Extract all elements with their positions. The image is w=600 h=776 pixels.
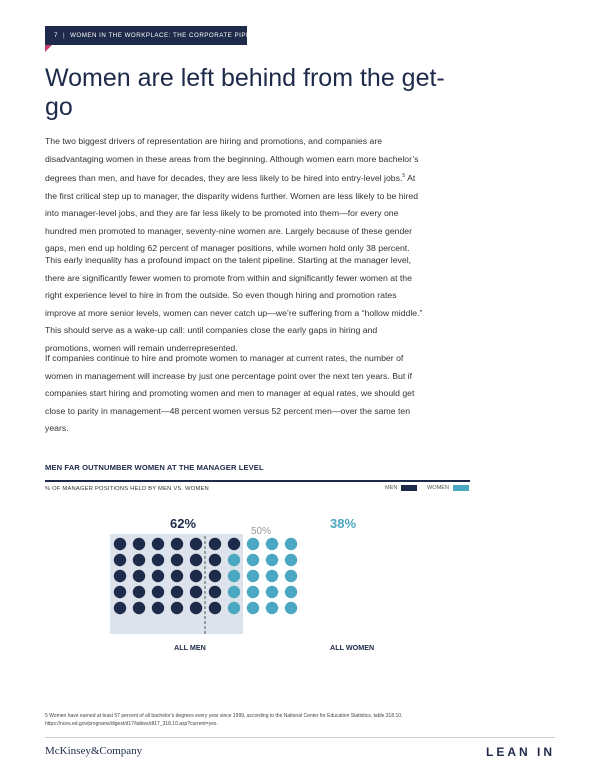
women-percent-label: 38% — [330, 516, 357, 531]
men-dot — [152, 538, 164, 550]
men-dot — [152, 554, 164, 566]
men-dot — [209, 602, 221, 614]
page-number: 7 — [54, 32, 58, 39]
men-dot — [152, 602, 164, 614]
chart-title: MEN FAR OUTNUMBER WOMEN AT THE MANAGER LEVEL — [45, 463, 264, 472]
women-dot — [285, 538, 297, 550]
chart-rule — [45, 480, 470, 482]
women-dot — [285, 602, 297, 614]
women-dot — [285, 554, 297, 566]
men-dot — [133, 570, 145, 582]
men-dot — [228, 538, 240, 550]
women-dot — [266, 602, 278, 614]
men-dot — [114, 602, 126, 614]
men-dot — [209, 554, 221, 566]
men-dot — [190, 602, 202, 614]
paragraph-3: If companies continue to hire and promote women to manager at current rates, the number of women in management will increase by just one percentage point over the next ten years. But if companies start hiring and promoting women and men to manager at equal rates, we should get close to parity in management—48 percent women versus 52 percent men—over the same ten years. — [45, 353, 415, 434]
header-separator: | — [62, 32, 66, 39]
legend-women-swatch — [453, 485, 469, 491]
paragraph-2: This early inequality has a profound impact on the talent pipeline. Starting at the manager level, there are significantly fewer women to promote from within and significantly fewer women at the right experience level to hire in from the outside. So even though hiring and promotion rates improve at more senior levels, women can never catch up—we’re suffering from a “hollow middle.” This should serve as a wake-up call: until companies close the early gaps in hiring and promotions, women will remain underrepresented. — [45, 255, 423, 353]
legend-men-swatch — [401, 485, 417, 491]
paragraph-1-part-b: At the first critical step up to manager, the disparity widens further. Women are less likely to be hired into manager-level jobs, and they are far less likely to be promoted into them—for every one hundred men promoted to manager, seventy-nine women are. Largely because of these gender gaps, men end up holding 62 percent of manager positions, while women hold only 38 percent. — [45, 173, 419, 254]
men-dot — [171, 570, 183, 582]
men-dot — [133, 538, 145, 550]
women-dot — [266, 554, 278, 566]
women-dot — [228, 602, 240, 614]
legend-women — [427, 485, 469, 491]
paragraph-1 — [45, 133, 425, 258]
men-dot — [209, 586, 221, 598]
men-dot — [190, 570, 202, 582]
men-dot — [209, 570, 221, 582]
men-dot — [133, 602, 145, 614]
women-dot — [247, 570, 259, 582]
mckinsey-logo: McKinsey&Company — [45, 745, 143, 757]
women-dot — [285, 586, 297, 598]
men-dot — [152, 586, 164, 598]
men-dot — [114, 570, 126, 582]
men-dot — [209, 538, 221, 550]
men-dot — [190, 586, 202, 598]
men-dot — [171, 586, 183, 598]
legend-women-label: WOMEN — [427, 485, 450, 491]
page-title: Women are left behind from the get-go — [45, 64, 445, 121]
women-dot — [285, 570, 297, 582]
legend-men — [385, 485, 417, 491]
women-dot — [228, 570, 240, 582]
footnote-ref: 5 — [402, 173, 406, 180]
header-accent — [45, 45, 52, 52]
men-dot — [171, 538, 183, 550]
women-dot — [266, 538, 278, 550]
women-dot — [266, 586, 278, 598]
men-dot — [190, 538, 202, 550]
men-dot — [114, 554, 126, 566]
women-dot — [247, 554, 259, 566]
section-header — [45, 26, 267, 45]
women-dot — [247, 586, 259, 598]
section-title: WOMEN IN THE WORKPLACE: THE CORPORATE PIPELINE — [70, 32, 267, 39]
women-dot — [228, 586, 240, 598]
women-dot — [247, 602, 259, 614]
men-dot — [152, 570, 164, 582]
men-dot — [171, 554, 183, 566]
women-dot — [247, 538, 259, 550]
men-dot — [133, 586, 145, 598]
men-dot — [171, 602, 183, 614]
women-dot — [228, 554, 240, 566]
midpoint-label: 50% — [251, 526, 272, 537]
chart-subtitle: % OF MANAGER POSITIONS HELD BY MEN VS. WOMEN — [45, 486, 209, 492]
caption-all-women: ALL WOMEN — [330, 643, 375, 652]
dot-grid-chart — [110, 534, 380, 634]
men-dot — [114, 586, 126, 598]
legend-men-label: MEN — [385, 485, 398, 491]
footnote: 5 Women have earned at least 57 percent of all bachelor’s degrees every year since 1999, according to the National Center for Education Statistics, table 318.10. https://nces.ed.gov/programs/digest/d17/tables/dt17_318.10.asp?current=yes. — [45, 713, 403, 727]
caption-all-men: ALL MEN — [174, 643, 206, 652]
men-dot — [133, 554, 145, 566]
lean-in-logo: LEAN IN — [486, 745, 555, 759]
men-percent-label: 62% — [170, 516, 197, 531]
women-dot — [266, 570, 278, 582]
men-dot — [114, 538, 126, 550]
paragraph-1-part-a: The two biggest drivers of representation are hiring and promotions, and companies are disadvantaging women in these areas from the beginning. Although women earn more bachelor’s degrees than men, and have for decades, they are less likely to be hired into entry-level jobs. — [45, 136, 419, 184]
footer-rule — [45, 737, 555, 738]
men-dot — [190, 554, 202, 566]
